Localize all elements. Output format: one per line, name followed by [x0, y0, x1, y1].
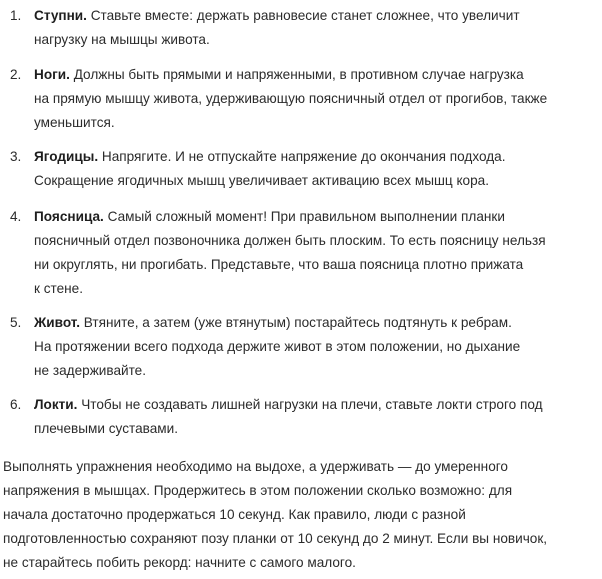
- item-line: [34, 4, 589, 28]
- item-term: Локти.: [34, 397, 78, 412]
- paragraph-line: подготовленностью сохраняют позу планки от 10 секунд до 2 минут. Если вы новичок,: [3, 531, 548, 546]
- item-line: нагрузку на мышцы живота.: [34, 32, 210, 47]
- item-number: 5.: [10, 315, 22, 330]
- item-text: Ставьте вместе: держать равновесие станет сложнее, что увеличит: [86, 8, 520, 23]
- summary-paragraph: [3, 455, 599, 575]
- item-text: Должны быть прямыми и напряженными, в противном случае нагрузка: [69, 67, 524, 82]
- item-line: [34, 205, 589, 229]
- item-body: [34, 63, 589, 135]
- item-number: 1.: [10, 8, 22, 23]
- item-number: 4.: [10, 209, 22, 224]
- item-term: Поясница.: [34, 209, 104, 224]
- item-term: Ягодицы.: [34, 149, 99, 164]
- item-line: поясничный отдел позвоночника должен быть плоским. То есть поясницу нельзя: [34, 233, 546, 248]
- item-number: 2.: [10, 67, 22, 82]
- item-body: [34, 393, 589, 441]
- item-body: [34, 145, 589, 193]
- item-line: [34, 145, 589, 169]
- item-term: Живот.: [34, 315, 81, 330]
- item-line: к стене.: [34, 281, 83, 296]
- item-text: Самый сложный момент! При правильном выполнении планки: [103, 209, 505, 224]
- item-line: [34, 393, 589, 417]
- item-body: [34, 205, 589, 301]
- item-line: уменьшится.: [34, 115, 115, 130]
- item-term: Ступни.: [34, 8, 87, 23]
- item-term: Ноги.: [34, 67, 70, 82]
- item-line: [34, 63, 589, 87]
- item-line: плечевыми суставами.: [34, 421, 178, 436]
- paragraph-line: не старайтесь побить рекорд: начните с самого малого.: [3, 555, 356, 570]
- item-line: не задерживайте.: [34, 363, 147, 378]
- item-body: [34, 4, 589, 52]
- item-text: Напрягите. И не отпускайте напряжение до окончания подхода.: [98, 149, 506, 164]
- paragraph-line: напряжения в мышцах. Продержитесь в этом положении сколько возможно: для: [3, 483, 513, 498]
- item-number: 3.: [10, 149, 22, 164]
- paragraph-line: Выполнять упражнения необходимо на выдохе, а удерживать — до умеренного: [3, 459, 508, 474]
- item-line: на прямую мышцу живота, удерживающую поясничный отдел от прогибов, также: [34, 91, 548, 106]
- paragraph-line: начала достаточно продержаться 10 секунд. Как правило, люди с разной: [3, 507, 466, 522]
- item-line: [34, 311, 589, 335]
- item-line: Сокращение ягодичных мышц увеличивает активацию всех мышц кора.: [34, 173, 490, 188]
- item-line: На протяжении всего подхода держите живот в этом положении, но дыхание: [34, 339, 521, 354]
- item-text: Чтобы не создавать лишней нагрузки на плечи, ставьте локти строго под: [77, 397, 543, 412]
- item-line: ни округлять, ни прогибать. Представьте, что ваша поясница плотно прижата: [34, 257, 524, 272]
- item-number: 6.: [10, 397, 22, 412]
- item-text: Втяните, а затем (уже втянутым) постарайтесь подтянуть к ребрам.: [80, 315, 512, 330]
- item-body: [34, 311, 589, 383]
